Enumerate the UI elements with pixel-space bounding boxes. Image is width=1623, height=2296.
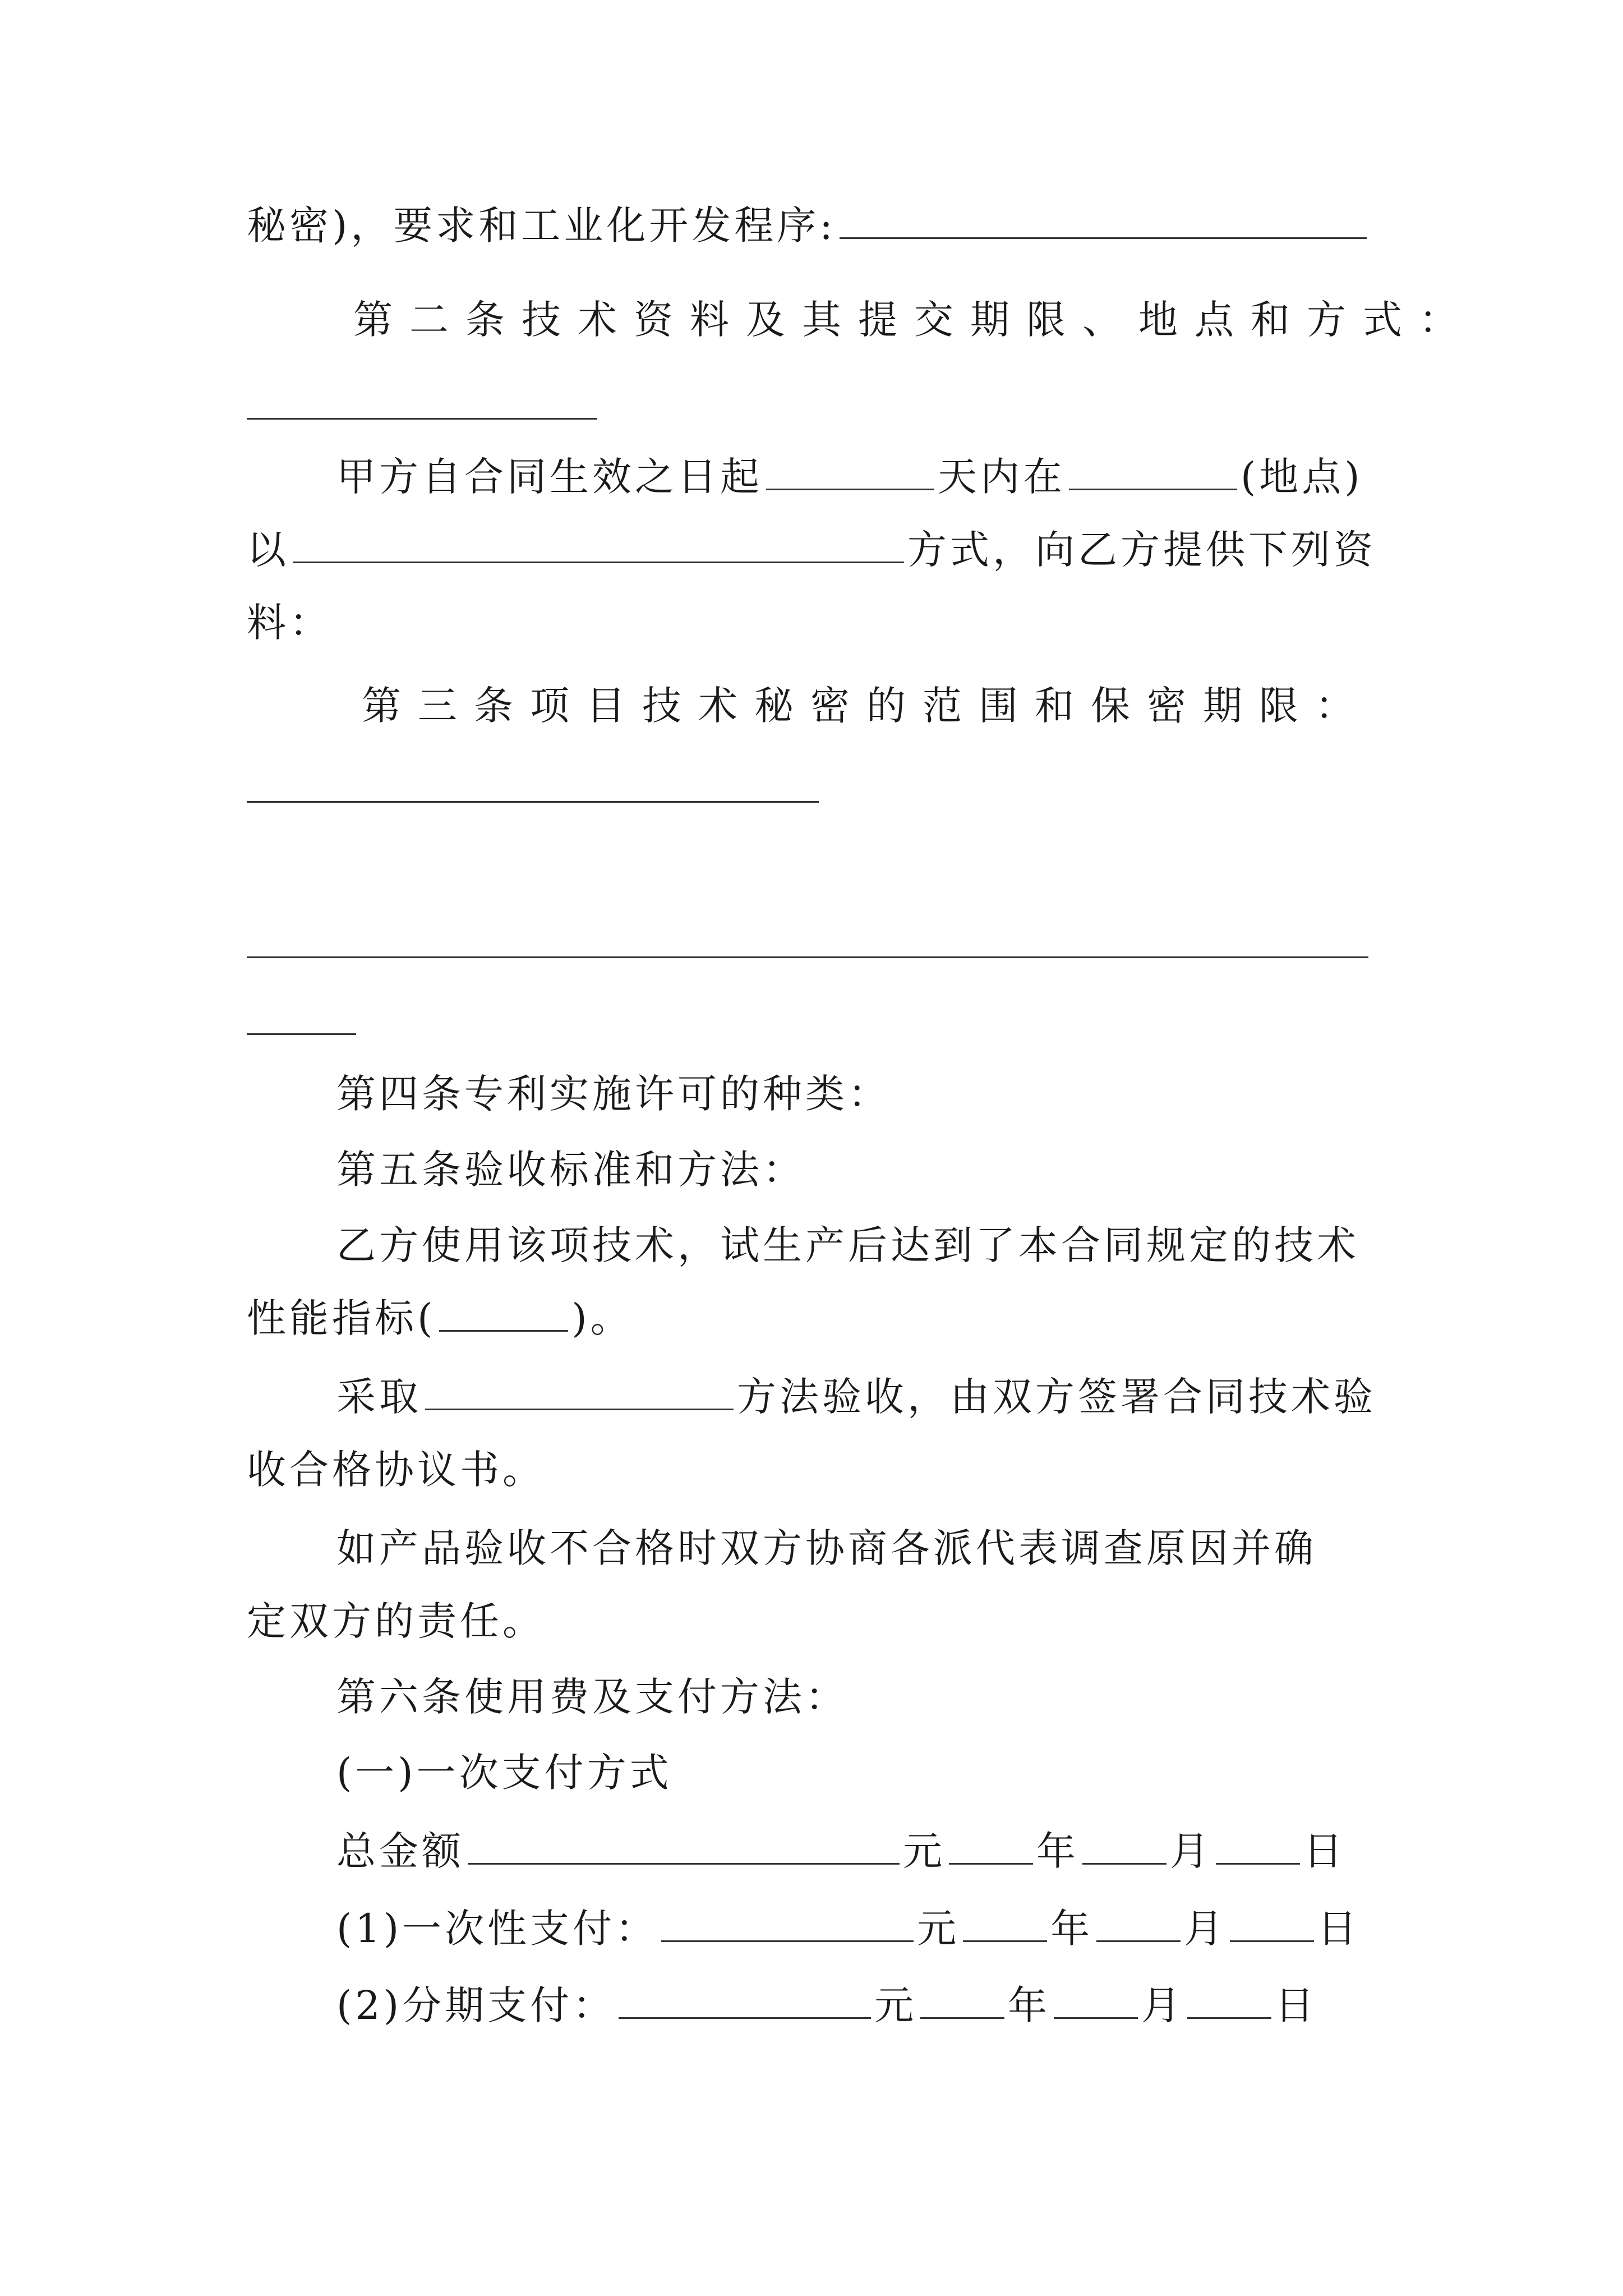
article-3-heading: 第三条项目技术秘密的范围和保密期限： bbox=[362, 683, 1371, 729]
text: (地点) bbox=[1241, 454, 1363, 500]
clause-line bbox=[247, 1290, 633, 1346]
payment-line bbox=[336, 1977, 1317, 2033]
text: 甲方自合同生效之日起 bbox=[336, 454, 763, 500]
sub-heading: (一)一次支付方式 bbox=[336, 1750, 672, 1796]
article-5-heading: 第五条验收标准和方法： bbox=[336, 1147, 805, 1193]
text: 天内在 bbox=[938, 454, 1066, 500]
text: 性能指标( bbox=[247, 1295, 436, 1341]
text: 方法验收，由双方签署合同技术验 bbox=[737, 1374, 1376, 1420]
year-blank[interactable] bbox=[920, 1978, 1004, 2019]
clause-line bbox=[247, 522, 1376, 578]
clause-line bbox=[247, 197, 1370, 254]
acceptance-method-blank[interactable] bbox=[425, 1369, 734, 1410]
indicator-blank[interactable] bbox=[439, 1291, 568, 1332]
text: 日 bbox=[1275, 1982, 1318, 2028]
day-blank[interactable] bbox=[1216, 1824, 1300, 1865]
text: 元 bbox=[917, 1906, 960, 1952]
text: 收合格协议书。 bbox=[247, 1447, 545, 1493]
article-2-heading: 第二条技术资料及其提交期限、地点和方式： bbox=[353, 297, 1475, 343]
clause-line bbox=[336, 1369, 1376, 1425]
amount-blank[interactable] bbox=[619, 1978, 871, 2019]
text: 采取 bbox=[336, 1374, 422, 1420]
text: 月 bbox=[1170, 1828, 1212, 1874]
blank-line[interactable] bbox=[247, 801, 819, 803]
text: 方式，向乙方提供下列资 bbox=[907, 527, 1376, 573]
amount-blank[interactable] bbox=[468, 1824, 900, 1865]
method-blank[interactable] bbox=[293, 522, 904, 563]
day-blank[interactable] bbox=[1187, 1978, 1271, 2019]
text: 秘密)，要求和工业化开发程序: bbox=[247, 203, 836, 249]
year-blank[interactable] bbox=[949, 1824, 1033, 1865]
day-blank[interactable] bbox=[1230, 1901, 1314, 1942]
text: 日 bbox=[1303, 1828, 1346, 1874]
text: 元 bbox=[874, 1982, 917, 2028]
text: 日 bbox=[1317, 1906, 1361, 1952]
payment-line bbox=[336, 1901, 1360, 1957]
month-blank[interactable] bbox=[1054, 1978, 1138, 2019]
blank-field[interactable] bbox=[840, 198, 1367, 239]
article-4-heading: 第四条专利实施许可的种类： bbox=[336, 1071, 891, 1117]
text: 如产品验收不合格时双方协商各派代表调查原因并确 bbox=[336, 1525, 1317, 1571]
days-blank[interactable] bbox=[766, 449, 934, 490]
text: 年 bbox=[1050, 1906, 1094, 1952]
clause-line bbox=[336, 449, 1363, 505]
month-blank[interactable] bbox=[1082, 1824, 1166, 1865]
text: 年 bbox=[1036, 1828, 1079, 1874]
place-blank[interactable] bbox=[1069, 449, 1237, 490]
article-6-heading: 第六条使用费及支付方法： bbox=[336, 1674, 848, 1720]
text: 元 bbox=[903, 1828, 946, 1874]
text: 总金额 bbox=[336, 1828, 464, 1874]
text: 料： bbox=[247, 600, 332, 646]
blank-line[interactable] bbox=[247, 1033, 356, 1035]
text: 月 bbox=[1141, 1982, 1184, 2028]
text: 以 bbox=[247, 527, 289, 573]
text: 定双方的责任。 bbox=[247, 1598, 545, 1644]
text: (1)一次性支付： bbox=[336, 1906, 658, 1952]
text: 年 bbox=[1008, 1982, 1051, 2028]
text: )。 bbox=[571, 1295, 633, 1341]
month-blank[interactable] bbox=[1096, 1901, 1181, 1942]
text: 月 bbox=[1184, 1906, 1227, 1952]
payment-line bbox=[336, 1823, 1346, 1879]
text: (2)分期支付： bbox=[336, 1982, 616, 2028]
text: 乙方使用该项技术，试生产后达到了本合同规定的技术 bbox=[336, 1222, 1359, 1268]
blank-line[interactable] bbox=[247, 956, 1368, 958]
blank-line[interactable] bbox=[247, 418, 597, 420]
year-blank[interactable] bbox=[963, 1901, 1047, 1942]
amount-blank[interactable] bbox=[661, 1901, 914, 1942]
